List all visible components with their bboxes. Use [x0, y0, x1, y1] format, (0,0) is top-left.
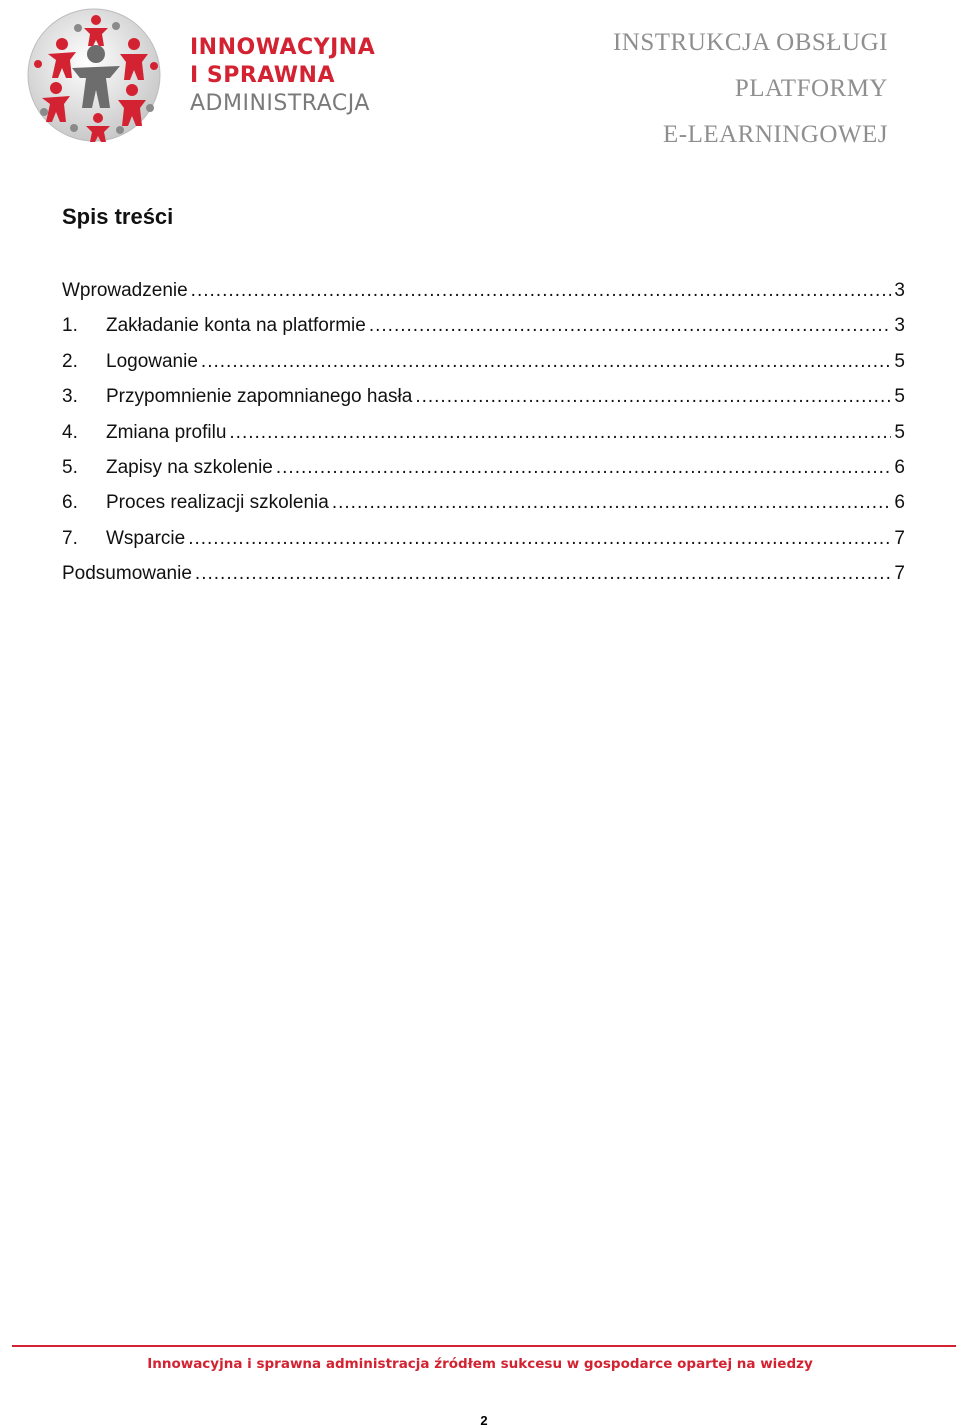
logo-line-1: INNOWACYJNA	[190, 35, 376, 60]
toc-leader-dots	[191, 280, 892, 302]
toc-leader-dots	[188, 528, 891, 550]
logo-wordmark	[190, 34, 375, 118]
toc-leader-dots	[369, 315, 892, 337]
toc-entry-label: Zapisy na szkolenie	[106, 456, 273, 478]
toc-entry-page: 6	[894, 456, 905, 478]
toc-entry-number: 2.	[62, 350, 78, 372]
table-of-contents	[62, 280, 905, 599]
toc-entry-label: Wprowadzenie	[62, 280, 188, 301]
toc-entry-label: Zmiana profilu	[106, 421, 227, 443]
toc-entry-label: Przypomnienie zapomnianego hasła	[106, 386, 413, 408]
toc-leader-dots	[332, 492, 892, 514]
toc-entry[interactable]	[62, 492, 905, 527]
toc-entry-label: Podsumowanie	[62, 563, 192, 585]
toc-entry[interactable]	[62, 422, 905, 457]
toc-entry[interactable]	[62, 351, 905, 386]
document-title-line-3: E-LEARNINGOWEJ	[662, 121, 888, 148]
toc-entry-label: Logowanie	[106, 350, 198, 372]
toc-entry[interactable]	[62, 280, 905, 315]
toc-leader-dots	[201, 351, 892, 373]
toc-entry[interactable]	[62, 528, 905, 563]
document-title-line-1: INSTRUKCJA OBSŁUGI	[612, 29, 888, 56]
footer-divider	[12, 1345, 956, 1347]
toc-entry-number: 5.	[62, 456, 78, 478]
toc-entry-page: 6	[894, 492, 905, 514]
toc-entry-page: 5	[894, 421, 905, 443]
toc-entry-page: 7	[894, 527, 905, 549]
toc-entry[interactable]	[62, 563, 905, 598]
toc-entry-page: 3	[894, 280, 905, 301]
toc-heading: Spis treści	[62, 204, 174, 229]
people-globe-icon	[22, 4, 167, 146]
toc-entry-page: 5	[894, 350, 905, 372]
toc-entry-number: 7.	[62, 527, 78, 549]
footer-slogan: Innowacyjna i sprawna administracja źródłem sukcesu w gospodarce opartej na wiedzy	[147, 1356, 813, 1372]
document-title-line-2: PLATFORMY	[734, 75, 888, 102]
toc-entry[interactable]	[62, 315, 905, 350]
toc-leader-dots	[229, 422, 891, 444]
toc-entry-number: 6.	[62, 492, 78, 514]
toc-entry-number: 1.	[62, 315, 78, 337]
toc-entry-label: Wsparcie	[106, 527, 186, 549]
toc-entry-label: Proces realizacji szkolenia	[106, 492, 329, 514]
toc-entry-page: 3	[894, 315, 905, 337]
toc-leader-dots	[195, 563, 892, 585]
logo-line-3: ADMINISTRACJA	[190, 91, 370, 116]
toc-entry-number: 4.	[62, 421, 78, 443]
toc-entry-label: Zakładanie konta na platformie	[106, 315, 366, 337]
toc-leader-dots	[276, 457, 892, 479]
document-title	[613, 20, 888, 158]
toc-entry-number: 3.	[62, 386, 78, 408]
toc-entry[interactable]	[62, 457, 905, 492]
toc-leader-dots	[415, 386, 891, 408]
page-number: 2	[480, 1413, 488, 1428]
logo	[22, 4, 402, 146]
toc-entry-page: 5	[894, 386, 905, 408]
logo-line-2: I SPRAWNA	[190, 63, 335, 88]
toc-entry-page: 7	[894, 563, 905, 585]
toc-entry[interactable]	[62, 386, 905, 421]
